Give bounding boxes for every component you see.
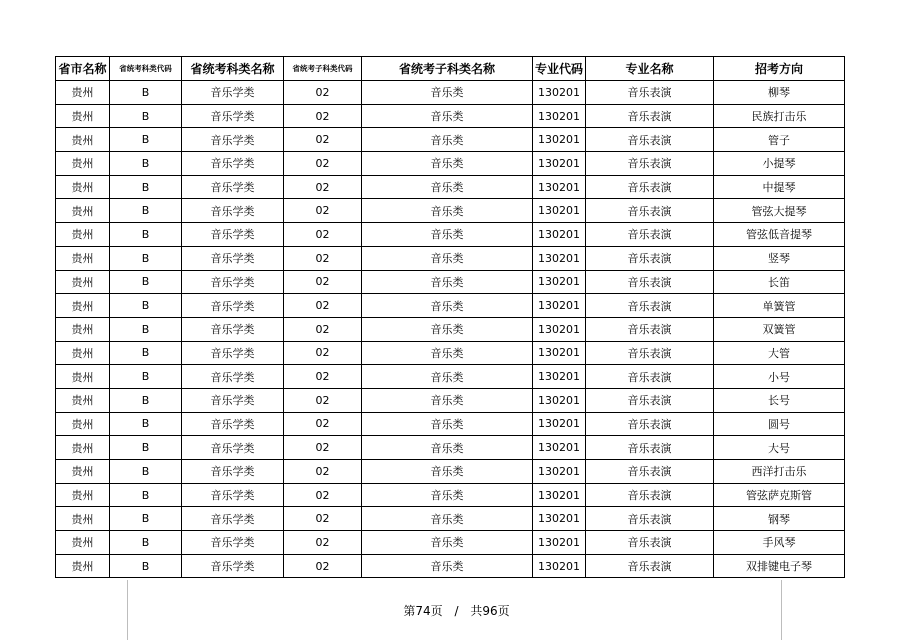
header-subcategory-code: 省统考子科类代码 <box>284 57 362 81</box>
cell-province: 贵州 <box>56 554 110 578</box>
cell-subcategory-name: 音乐类 <box>362 554 533 578</box>
table-row <box>56 460 845 484</box>
cell-major-code: 130201 <box>533 341 586 365</box>
cell-category-code: B <box>110 460 182 484</box>
cell-category-name: 音乐学类 <box>182 341 284 365</box>
table-row <box>56 388 845 412</box>
cell-direction: 双排键电子琴 <box>714 554 845 578</box>
table-row <box>56 128 845 152</box>
cell-direction: 柳琴 <box>714 81 845 105</box>
cell-direction: 双簧管 <box>714 317 845 341</box>
table-row <box>56 270 845 294</box>
cell-subcategory-name: 音乐类 <box>362 175 533 199</box>
cell-major-name: 音乐表演 <box>586 294 714 318</box>
cell-category-code: B <box>110 294 182 318</box>
cell-major-code: 130201 <box>533 104 586 128</box>
cell-subcategory-code: 02 <box>284 554 362 578</box>
cell-major-code: 130201 <box>533 531 586 555</box>
cell-subcategory-code: 02 <box>284 81 362 105</box>
cell-subcategory-code: 02 <box>284 365 362 389</box>
cell-subcategory-code: 02 <box>284 531 362 555</box>
cell-category-code: B <box>110 223 182 247</box>
cell-direction: 管弦萨克斯管 <box>714 483 845 507</box>
cell-major-name: 音乐表演 <box>586 81 714 105</box>
cell-direction: 西洋打击乐 <box>714 460 845 484</box>
cell-province: 贵州 <box>56 341 110 365</box>
table-row <box>56 294 845 318</box>
cell-subcategory-name: 音乐类 <box>362 388 533 412</box>
cell-category-name: 音乐学类 <box>182 554 284 578</box>
cell-major-name: 音乐表演 <box>586 412 714 436</box>
page-footer <box>0 602 913 619</box>
cell-province: 贵州 <box>56 365 110 389</box>
cell-subcategory-name: 音乐类 <box>362 270 533 294</box>
cell-subcategory-code: 02 <box>284 104 362 128</box>
cell-category-code: B <box>110 483 182 507</box>
cell-subcategory-code: 02 <box>284 460 362 484</box>
cell-major-name: 音乐表演 <box>586 365 714 389</box>
cell-category-name: 音乐学类 <box>182 317 284 341</box>
cell-major-name: 音乐表演 <box>586 223 714 247</box>
cell-major-name: 音乐表演 <box>586 317 714 341</box>
cell-direction: 小号 <box>714 365 845 389</box>
cell-province: 贵州 <box>56 460 110 484</box>
cell-subcategory-code: 02 <box>284 317 362 341</box>
header-category-code: 省统考科类代码 <box>110 57 182 81</box>
cell-subcategory-name: 音乐类 <box>362 152 533 176</box>
cell-major-code: 130201 <box>533 199 586 223</box>
cell-category-code: B <box>110 531 182 555</box>
cell-subcategory-name: 音乐类 <box>362 104 533 128</box>
cell-subcategory-name: 音乐类 <box>362 199 533 223</box>
table-row <box>56 483 845 507</box>
cell-province: 贵州 <box>56 128 110 152</box>
cell-category-name: 音乐学类 <box>182 152 284 176</box>
cell-direction: 民族打击乐 <box>714 104 845 128</box>
cell-province: 贵州 <box>56 81 110 105</box>
table-row <box>56 199 845 223</box>
cell-major-name: 音乐表演 <box>586 460 714 484</box>
cell-direction: 管弦低音提琴 <box>714 223 845 247</box>
cell-major-code: 130201 <box>533 175 586 199</box>
cell-province: 贵州 <box>56 152 110 176</box>
cell-category-code: B <box>110 317 182 341</box>
cell-province: 贵州 <box>56 317 110 341</box>
cell-major-code: 130201 <box>533 483 586 507</box>
cell-major-code: 130201 <box>533 412 586 436</box>
cell-category-code: B <box>110 152 182 176</box>
table-row <box>56 365 845 389</box>
cell-major-code: 130201 <box>533 294 586 318</box>
cell-major-name: 音乐表演 <box>586 246 714 270</box>
cell-major-name: 音乐表演 <box>586 128 714 152</box>
cell-category-code: B <box>110 270 182 294</box>
cell-province: 贵州 <box>56 483 110 507</box>
cell-category-name: 音乐学类 <box>182 388 284 412</box>
page-separator: / <box>454 604 459 618</box>
table-row <box>56 104 845 128</box>
cell-category-name: 音乐学类 <box>182 223 284 247</box>
cell-subcategory-code: 02 <box>284 507 362 531</box>
cell-subcategory-code: 02 <box>284 152 362 176</box>
table-row <box>56 81 845 105</box>
cell-direction: 大管 <box>714 341 845 365</box>
cell-major-code: 130201 <box>533 460 586 484</box>
header-major-name: 专业名称 <box>586 57 714 81</box>
cell-category-name: 音乐学类 <box>182 104 284 128</box>
cell-major-name: 音乐表演 <box>586 483 714 507</box>
cell-major-name: 音乐表演 <box>586 270 714 294</box>
cell-category-code: B <box>110 365 182 389</box>
cell-direction: 中提琴 <box>714 175 845 199</box>
cell-direction: 钢琴 <box>714 507 845 531</box>
header-subcategory-name: 省统考子科类名称 <box>362 57 533 81</box>
cell-category-code: B <box>110 104 182 128</box>
cell-major-code: 130201 <box>533 246 586 270</box>
cell-subcategory-name: 音乐类 <box>362 412 533 436</box>
cell-category-name: 音乐学类 <box>182 128 284 152</box>
table-row <box>56 531 845 555</box>
table-row <box>56 223 845 247</box>
cell-major-name: 音乐表演 <box>586 341 714 365</box>
cell-subcategory-code: 02 <box>284 436 362 460</box>
table-row <box>56 152 845 176</box>
cell-major-name: 音乐表演 <box>586 104 714 128</box>
admissions-table <box>55 56 845 578</box>
cell-major-name: 音乐表演 <box>586 531 714 555</box>
cell-major-code: 130201 <box>533 152 586 176</box>
table-row <box>56 554 845 578</box>
cell-province: 贵州 <box>56 388 110 412</box>
cell-category-name: 音乐学类 <box>182 365 284 389</box>
cell-subcategory-name: 音乐类 <box>362 460 533 484</box>
header-category-name: 省统考科类名称 <box>182 57 284 81</box>
table-body <box>56 81 845 578</box>
cell-direction: 长号 <box>714 388 845 412</box>
cell-province: 贵州 <box>56 223 110 247</box>
cell-subcategory-name: 音乐类 <box>362 483 533 507</box>
cell-subcategory-code: 02 <box>284 294 362 318</box>
cell-major-name: 音乐表演 <box>586 152 714 176</box>
cell-category-name: 音乐学类 <box>182 81 284 105</box>
cell-major-name: 音乐表演 <box>586 199 714 223</box>
cell-category-name: 音乐学类 <box>182 531 284 555</box>
cell-category-code: B <box>110 246 182 270</box>
cell-province: 贵州 <box>56 199 110 223</box>
cell-subcategory-code: 02 <box>284 270 362 294</box>
cell-subcategory-name: 音乐类 <box>362 531 533 555</box>
cell-subcategory-code: 02 <box>284 128 362 152</box>
cell-subcategory-code: 02 <box>284 483 362 507</box>
cell-direction: 大号 <box>714 436 845 460</box>
cell-province: 贵州 <box>56 270 110 294</box>
cell-subcategory-code: 02 <box>284 223 362 247</box>
table-header-row <box>56 57 845 81</box>
cell-major-code: 130201 <box>533 365 586 389</box>
header-direction: 招考方向 <box>714 57 845 81</box>
cell-category-name: 音乐学类 <box>182 460 284 484</box>
cell-category-name: 音乐学类 <box>182 507 284 531</box>
cell-major-code: 130201 <box>533 317 586 341</box>
cell-category-code: B <box>110 128 182 152</box>
cell-subcategory-name: 音乐类 <box>362 341 533 365</box>
cell-category-name: 音乐学类 <box>182 199 284 223</box>
cell-category-code: B <box>110 175 182 199</box>
cell-subcategory-name: 音乐类 <box>362 128 533 152</box>
cell-subcategory-code: 02 <box>284 388 362 412</box>
cell-major-name: 音乐表演 <box>586 175 714 199</box>
cell-province: 贵州 <box>56 412 110 436</box>
header-major-code: 专业代码 <box>533 57 586 81</box>
cell-subcategory-code: 02 <box>284 246 362 270</box>
cell-subcategory-name: 音乐类 <box>362 365 533 389</box>
cell-direction: 竖琴 <box>714 246 845 270</box>
table-row <box>56 341 845 365</box>
cell-subcategory-code: 02 <box>284 199 362 223</box>
cell-direction: 单簧管 <box>714 294 845 318</box>
cell-major-code: 130201 <box>533 270 586 294</box>
cell-direction: 小提琴 <box>714 152 845 176</box>
cell-subcategory-name: 音乐类 <box>362 246 533 270</box>
cell-subcategory-name: 音乐类 <box>362 317 533 341</box>
cell-category-name: 音乐学类 <box>182 294 284 318</box>
cell-category-code: B <box>110 436 182 460</box>
cell-category-name: 音乐学类 <box>182 175 284 199</box>
cell-major-code: 130201 <box>533 507 586 531</box>
table-row <box>56 175 845 199</box>
cell-major-code: 130201 <box>533 388 586 412</box>
page-total: 共96页 <box>470 604 510 618</box>
cell-subcategory-name: 音乐类 <box>362 436 533 460</box>
header-province: 省市名称 <box>56 57 110 81</box>
cell-subcategory-code: 02 <box>284 341 362 365</box>
cell-category-code: B <box>110 412 182 436</box>
cell-province: 贵州 <box>56 294 110 318</box>
cell-category-name: 音乐学类 <box>182 246 284 270</box>
cell-category-code: B <box>110 341 182 365</box>
table-row <box>56 412 845 436</box>
cell-province: 贵州 <box>56 507 110 531</box>
cell-subcategory-name: 音乐类 <box>362 81 533 105</box>
cell-major-name: 音乐表演 <box>586 554 714 578</box>
cell-direction: 圆号 <box>714 412 845 436</box>
cell-category-code: B <box>110 554 182 578</box>
cell-major-code: 130201 <box>533 223 586 247</box>
cell-direction: 管子 <box>714 128 845 152</box>
cell-major-code: 130201 <box>533 436 586 460</box>
cell-province: 贵州 <box>56 246 110 270</box>
table-row <box>56 317 845 341</box>
cell-major-name: 音乐表演 <box>586 436 714 460</box>
cell-subcategory-name: 音乐类 <box>362 507 533 531</box>
cell-province: 贵州 <box>56 175 110 199</box>
cell-major-code: 130201 <box>533 81 586 105</box>
cell-category-code: B <box>110 507 182 531</box>
table-row <box>56 246 845 270</box>
cell-major-code: 130201 <box>533 554 586 578</box>
cell-province: 贵州 <box>56 104 110 128</box>
cell-subcategory-name: 音乐类 <box>362 223 533 247</box>
cell-province: 贵州 <box>56 436 110 460</box>
table-row <box>56 507 845 531</box>
cell-subcategory-name: 音乐类 <box>362 294 533 318</box>
cell-category-name: 音乐学类 <box>182 270 284 294</box>
table-row <box>56 436 845 460</box>
cell-category-name: 音乐学类 <box>182 483 284 507</box>
cell-direction: 管弦大提琴 <box>714 199 845 223</box>
cell-major-code: 130201 <box>533 128 586 152</box>
cell-category-code: B <box>110 199 182 223</box>
cell-category-code: B <box>110 81 182 105</box>
page-current: 第74页 <box>403 604 443 618</box>
cell-category-name: 音乐学类 <box>182 412 284 436</box>
cell-major-name: 音乐表演 <box>586 388 714 412</box>
cell-direction: 手风琴 <box>714 531 845 555</box>
cell-category-code: B <box>110 388 182 412</box>
cell-province: 贵州 <box>56 531 110 555</box>
cell-category-name: 音乐学类 <box>182 436 284 460</box>
cell-direction: 长笛 <box>714 270 845 294</box>
cell-major-name: 音乐表演 <box>586 507 714 531</box>
cell-subcategory-code: 02 <box>284 175 362 199</box>
cell-subcategory-code: 02 <box>284 412 362 436</box>
